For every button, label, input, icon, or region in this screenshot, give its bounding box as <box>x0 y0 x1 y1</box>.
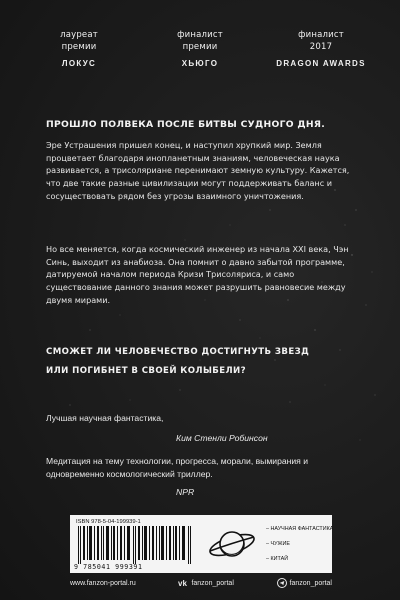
award-locus <box>24 30 134 68</box>
genre-item: – НАУЧНАЯ ФАНТАСТИКА <box>266 526 334 532</box>
award-hugo <box>145 30 255 68</box>
isbn-label: ISBN 978-5-04-199939-1 <box>76 519 141 525</box>
award-status: финалист <box>298 30 344 40</box>
review-attribution-2: NPR <box>176 487 195 497</box>
awards-row <box>24 30 376 68</box>
telegram-handle: fanzon_portal <box>289 579 332 587</box>
genre-item: – ЧУЖИЕ <box>266 541 290 547</box>
telegram-link[interactable] <box>277 578 332 588</box>
website-label: www.fanzon-portal.ru <box>70 579 136 587</box>
tagline-question <box>46 343 356 381</box>
award-name: ХЬЮГО <box>181 59 219 68</box>
barcode-panel <box>70 515 332 573</box>
svg-text:vk: vk <box>178 579 188 588</box>
vk-handle: fanzon_portal <box>191 579 234 587</box>
award-year: 2017 <box>309 41 333 52</box>
award-status: лауреат <box>60 30 98 40</box>
ean-digits: 9 785041 999391 <box>74 563 143 571</box>
vk-icon <box>178 578 188 588</box>
genre-list <box>266 522 333 567</box>
tagline-line-2: ИЛИ ПОГИБНЕТ В СВОЕЙ КОЛЫБЕЛИ? <box>46 366 247 376</box>
award-status: финалист <box>177 30 223 40</box>
review-quote-1: Лучшая научная фантастика, <box>46 413 164 423</box>
award-name: DRAGON AWARDS <box>276 59 366 68</box>
award-label: премии <box>182 41 218 52</box>
tagline-line-1: СМОЖЕТ ЛИ ЧЕЛОВЕЧЕСТВО ДОСТИГНУТЬ ЗВЕЗД <box>46 347 310 357</box>
genre-item: – КИТАЙ <box>266 556 289 562</box>
vk-link[interactable] <box>178 578 233 588</box>
award-name: ЛОКУС <box>61 59 97 68</box>
synopsis-paragraph-2: Но все меняется, когда космический инженер из начала XXI века, Чэн Синь, выходит из анабиоза. Она помнит о давно забытой программе, датируемой началом периода Кризи Трисоляриса, и само существование данного знания может разрушить равновесие между двумя мирами. <box>46 244 349 305</box>
review-quote-2: Медитация на тему технологии, прогресса, морали, вымирания и одновременно космологический триллер. <box>46 456 309 479</box>
award-dragon <box>266 30 376 68</box>
publisher-footer <box>70 578 332 588</box>
review-attribution-1: Ким Стенли Робинсон <box>176 433 268 443</box>
saturn-logo-icon <box>206 521 258 567</box>
synopsis-paragraph-1: Эре Устрашения пришел конец, и наступил хрупкий мир. Земля процветает благодаря инопланетным знаниям, человеческая наука развивается, а трисоляриане перенимают земную культуру. Кажется, что две такие разные цивилизации могут поддерживать баланс и сосуществовать рядом без угрозы взаимного уничтожения. <box>46 140 350 201</box>
award-label: премии <box>61 41 97 52</box>
barcode-image <box>76 526 196 564</box>
telegram-icon <box>277 578 287 588</box>
headline: ПРОШЛО ПОЛВЕКА ПОСЛЕ БИТВЫ СУДНОГО ДНЯ. <box>46 119 325 130</box>
website-link[interactable] <box>70 580 136 587</box>
